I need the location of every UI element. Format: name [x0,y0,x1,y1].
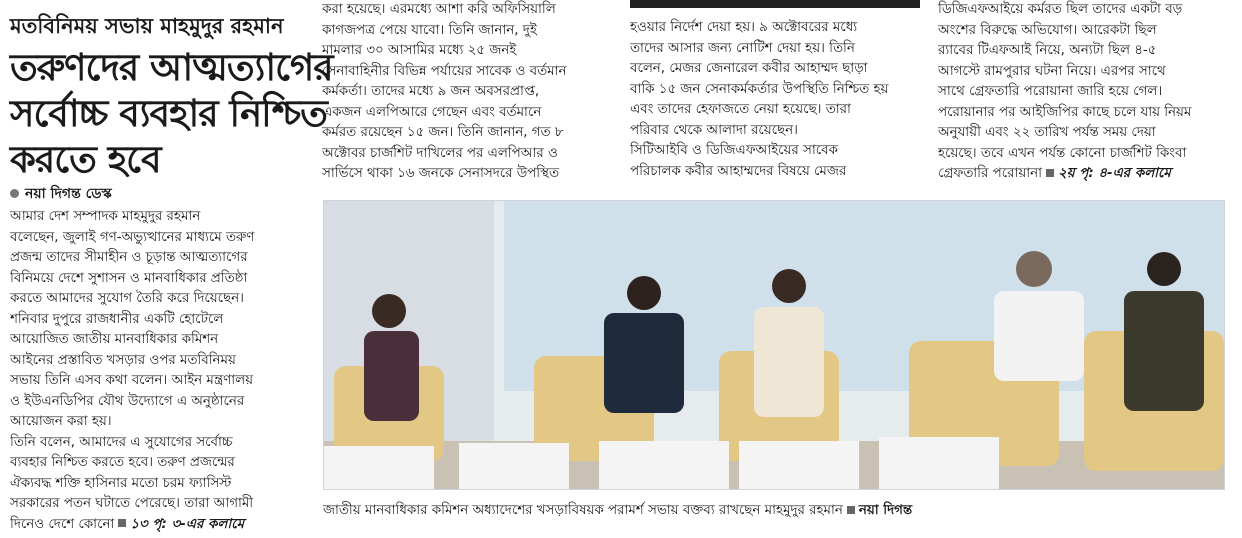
square-bullet-icon [118,519,126,527]
text-line: শনিবার দুপুরে রাজধানীর একটি হোটেলে [10,311,224,327]
text-line: এবং তাদের হেফাজতে নেয়া হয়েছে। তারা [630,102,851,117]
caption-source: নয়া দিগন্ত [858,503,913,518]
text-line: সরকারের পতন ঘটাতে পেরেছে। তারা আগামী [10,496,254,511]
caption-text: জাতীয় মানবাধিকার কমিশন অধ্যাদেশের খসড়াবিষয়ক পরামর্শ সভায় বক্তব্য রাখছেন মাহমুদুর রহমান [323,503,843,518]
text-line: কর্মকর্তা। তাদের মধ্যে ৯ জন অবসরপ্রাপ্ত, [322,84,540,99]
text-line: প্রজন্ম তাদের সীমাহীন ও চূড়ান্ত আত্মত্যাগের [10,250,248,265]
text-line: বাকি ১৫ জন সেনাকর্মকর্তার উপস্থিতি নিশ্চিত হয় [630,81,889,97]
text-line: বিনিময়ে দেশে সুশাসন ও মানবাধিকার প্রতিষ্ঠা [10,270,248,286]
article-column-3 [630,18,922,182]
square-bullet-icon [1046,169,1054,177]
byline [10,182,112,206]
text-line: পরিচালক কবীর আহাম্মদের বিষয়ে মেজর [630,163,847,179]
text-line: কাগজপত্র পেয়ে যাবো। তিনি জানান, দুই [322,22,537,38]
headline-line: করতে হবে [10,137,161,181]
text-line: ও ইউএনডিপির যৌথ উদ্যোগে এ অনুষ্ঠানের [10,393,245,409]
text-line: পরোয়ানার পর আইজিপির কাছে চলে যায় নিয়ম [938,104,1192,120]
text-line: হয়েছে। তবে এখন পর্যন্ত কোনো চার্জশিট কিংবা [938,145,1187,161]
text-line: আয়োজিত জাতীয় মানবাধিকার কমিশন [10,332,219,347]
text-line: সভায় তিনি এসব কথা বলেন। আইন মন্ত্রণালয় [10,373,253,388]
text-line: সাথে গ্রেফতারি পরোয়ানা জারি হয়ে গেল। [938,84,1163,99]
text-line: সেনাবাহিনীর বিভিন্ন পর্যায়ের সাবেক ও বর্তমান [322,63,567,79]
article-column-2 [322,0,614,185]
byline-text: নয়া দিগন্ত ডেস্ক [25,186,112,202]
text-line: দিনেও দেশে কোনো [10,516,115,532]
text-line: গ্রেফতারি পরোয়ানা [938,166,1042,181]
continuation-line [938,164,1234,185]
text-line: অনুযায়ী এবং ২২ তারিখ পর্যন্ত সময় দেয়া [938,125,1156,140]
text-line: অক্টোবর চার্জশিট দাখিলের পর এলপিআর ও [322,145,558,161]
text-line: করা হয়েছে। এরমধ্যে আশা করি অফিসিয়ালি [322,2,556,17]
news-photo [323,200,1225,490]
text-line: পরিবার থেকে আলাদা রয়েছেন। [630,122,798,138]
text-line: সিটিআইবি ও ডিজিএফআইয়ের সাবেক [630,143,838,158]
column-top-rule [630,0,920,8]
photo-caption [323,500,1223,522]
panel-discussion-photo [324,201,1224,489]
article-column-4 [938,0,1234,185]
headline-line: তরুণদের আত্মত্যাগের [10,45,333,89]
continuation-line [10,515,306,536]
square-bullet-icon [847,506,855,514]
text-line: আগস্টে রামপুরার ঘটনা নিয়ে। এরপর সাথে [938,63,1166,79]
text-line: আয়োজন করা হয়। [10,414,112,429]
text-line: একজন এলপিআরে গেছেন এবং বর্তমানে [322,104,542,120]
text-line: করতে আমাদের সুযোগ তৈরি করে দিয়েছেন। [10,291,244,306]
text-line: বলেছেন, জুলাই গণ-অভ্যুত্থানের মাধ্যমে তরুণ [10,229,255,245]
text-line: সার্ভিসে থাকা ১৬ জনকে সেনাসদরে উপস্থিত [322,166,560,181]
text-line: ব্যবহার নিশ্চিত করতে হবে। তরুণ প্রজন্মের [10,455,235,470]
text-line: হওয়ার নির্দেশ দেয়া হয়। ৯ অক্টোবরের মধ্যে [630,20,858,35]
text-line: বলেন, মেজর জেনারেল কবীর আহাম্মদ ছাড়া [630,61,868,76]
text-line: আইনের প্রস্তাবিত খসড়ার ওপর মতবিনিময় [10,352,236,368]
text-line: আমার দেশ সম্পাদক মাহমুদুর রহমান [10,209,201,224]
text-line: তাদের আসার জন্য নোটিশ দেয়া হয়। তিনি [630,40,855,56]
continued-on-link: ১৩ পৃ: ৩-এর কলামে [130,516,245,532]
article-column-1 [10,207,306,535]
text-line: ডিজিএফআইয়ে কর্মরত ছিল তাদের একটা বড় [938,2,1183,17]
bullet-icon [10,189,19,198]
text-line: ঐক্যবদ্ধ শক্তি হাসিনার মতো চরম ফ্যাসিস্ট [10,475,232,491]
continued-on-link: ২য় পৃ: ৪-এর কলামে [1058,166,1171,181]
text-line: মামলার ৩০ আসামির মধ্যে ২৫ জনই [322,43,517,58]
text-line: র‌্যাবের টিএফআই নিয়ে, অন্যটা ছিল ৪-৫ [938,43,1157,58]
text-line: তিনি বলেন, আমাদের এ সুযোগের সর্বোচ্চ [10,434,233,450]
kicker: মতবিনিময় সভায় মাহমুদুর রহমান [10,14,284,38]
text-line: কর্মরত রয়েছেন ১৫ জন। তিনি জানান, গত ৮ [322,125,564,140]
text-line: অংশের বিরুদ্ধে অভিযোগ। আরেকটা ছিল [938,22,1157,38]
headline [10,44,333,182]
headline-line: সর্বোচ্চ ব্যবহার নিশ্চিত [10,91,327,135]
